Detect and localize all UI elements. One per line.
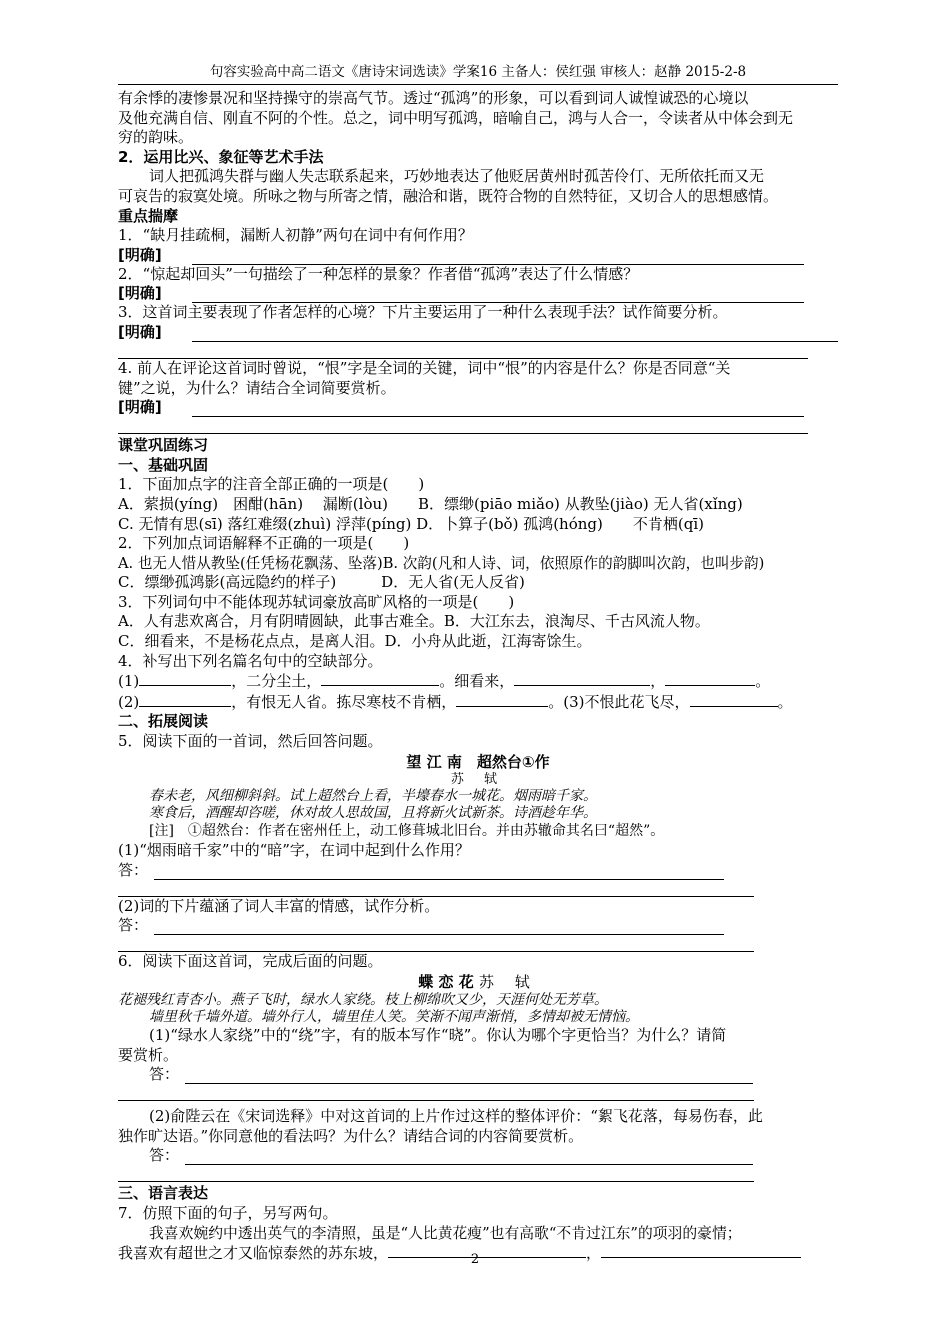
answer-row-3[interactable] — [118, 323, 838, 342]
exercise-2-options-ab: A. 也无人惜从教坠(任凭杨花飘荡、坠落)B. 次韵(凡和人诗、词，依照原作的韵脚叫次韵，也叫步韵) — [118, 554, 765, 572]
answer-line[interactable] — [118, 1165, 754, 1182]
mingque-label: [明确] — [118, 284, 162, 303]
answer-row-6-1[interactable] — [118, 1065, 838, 1084]
poem-2-line-1: 花褪残红青杏小。燕子飞时，绿水人家绕。枝上柳绵吹又少，天涯何处无芳草。 — [118, 992, 608, 1008]
exercise-6-q1-line-1: (1)“绿水人家绕”中的“绕”字，有的版本写作“晓”。你认为哪个字更恰当？为什么？请简 — [149, 1026, 727, 1044]
answer-row-5-1[interactable] — [118, 861, 838, 880]
mingque-label: [明确] — [118, 322, 162, 341]
blank[interactable] — [321, 671, 439, 686]
exercise-7: 7．仿照下面的句子，另写两句。 — [118, 1203, 338, 1222]
answer-row-2[interactable] — [118, 284, 838, 303]
exercise-1: 1．下面加点字的注音全部正确的一项是( ) — [118, 475, 425, 494]
question-1: 1．“缺月挂疏桐，漏断人初静”两句在词中有何作用？ — [118, 226, 473, 245]
fill-text: ， — [586, 1244, 602, 1263]
exercise-7-line-1: 我喜欢婉约中透出英气的李清照，虽是“人比黄花瘦”也有高歌“不肯过江东”的项羽的豪情； — [149, 1224, 742, 1242]
exercise-1-options-ab: A．萦损(yíng) 困酣(hān) 漏断(lòu) B．缥缈(piāo miǎo) 从教坠(jiào) 无人省(xǐng) — [118, 494, 743, 513]
answer-line[interactable] — [192, 250, 804, 265]
exercise-3-options-ab: A．人有悲欢离合，月有阴晴圆缺，此事古难全。B．大江东去，浪淘尽、千古风流人物。 — [118, 612, 710, 631]
answer-row-6-2[interactable] — [118, 1146, 838, 1165]
poem-2-title: 蝶 恋 花 — [418, 973, 474, 991]
poem-2-author: 苏 轼 — [478, 973, 538, 991]
question-3: 3．这首词主要表现了作者怎样的心境？下片主要运用了一种什么表现手法？试作简要分析。 — [118, 303, 728, 322]
poem-1-title: 望 江 南 超然台①作 — [406, 752, 550, 771]
part-1-title: 一、基础巩固 — [118, 455, 209, 474]
blank[interactable] — [456, 692, 548, 707]
page-header: 句容实验高中高二语文《唐诗宋词选读》学案16 主备人：侯红强 审核人：赵静 2015-2-8 — [118, 60, 838, 85]
poem-1-note: [注] ①超然台：作者在密州任上，动工修葺城北旧台。并由苏辙命其名曰“超然”。 — [149, 822, 665, 839]
answer-label: 答： — [118, 916, 149, 935]
practice-title: 课堂巩固练习 — [118, 436, 209, 455]
answer-line[interactable] — [154, 865, 724, 880]
section-2-text-2: 可哀告的寂寞处境。所咏之物与所寄之情，融洽和谐，既符合物的自然特征，又切合人的思想感情。 — [118, 186, 779, 205]
exercise-1-options-cd: C. 无情有思(sī) 落红难缀(zhuì) 浮萍(píng) D．卜算子(bǒ) 孤鸿(hóng) 不肯栖(qī) — [118, 514, 704, 533]
mingque-label: [明确] — [118, 398, 162, 417]
answer-label: 答： — [149, 1146, 180, 1165]
question-2: 2．“惊起却回头”一句描绘了一种怎样的景象？作者借“孤鸿”表达了什么情感？ — [118, 264, 639, 283]
poem-2-title-row — [118, 972, 838, 992]
question-4-line-1: 4. 前人在评论这首词时曾说，“恨”字是全词的关键，词中“恨”的内容是什么？你是否同意“关 — [118, 358, 731, 377]
page-number: 2 — [470, 1252, 480, 1267]
poem-1-author: 苏 轼 — [450, 771, 506, 787]
fill-text: ，二分尘土， — [231, 672, 322, 691]
answer-label: 答： — [149, 1065, 180, 1084]
exercise-7-text: 我喜欢有超世之才又临惊泰然的苏东坡， — [118, 1244, 389, 1263]
fill-text: ， — [650, 672, 666, 691]
answer-line[interactable] — [118, 417, 808, 434]
fill-text: 。(3)不恨此花飞尽， — [548, 692, 690, 711]
exercise-2-options-cd: C．缥缈孤鸿影(高远隐约的样子) D．无人省(无人反省) — [118, 573, 525, 592]
exercise-6-q2-line-1: (2)俞陛云在《宋词选释》中对这首词的上片作过这样的整体评价：“絮飞花落，每易伤春，此 — [149, 1107, 763, 1126]
section-2-title: 2．运用比兴、象征等艺术手法 — [118, 147, 324, 166]
exercise-6-q1-line-2: 要赏析。 — [118, 1045, 179, 1064]
intro-line-3: 穷的韵味。 — [118, 128, 194, 147]
answer-line[interactable] — [118, 342, 808, 359]
exercise-3-options-cd: C．细看来，不是杨花点点，是离人泪。D．小舟从此逝，江海寄馀生。 — [118, 632, 592, 651]
exercise-6-q2-line-2: 独作旷达语。”你同意他的看法吗？为什么？请结合词的内容简要赏析。 — [118, 1126, 584, 1145]
poem-1-line-1: 春未老，风细柳斜斜。试上超然台上看，半壕春水一城花。烟雨暗千家。 — [149, 787, 597, 804]
exercise-5: 5．阅读下面的一首词，然后回答问题。 — [118, 732, 383, 751]
answer-line[interactable] — [192, 327, 838, 342]
exercise-4: 4．补写出下列名篇名句中的空缺部分。 — [118, 651, 383, 670]
exercise-3: 3．下列词句中不能体现苏轼词豪放高旷风格的一项是( ) — [118, 592, 515, 611]
fill-text: 。 — [755, 672, 771, 691]
answer-line[interactable] — [118, 1084, 754, 1101]
exercise-4-line-1 — [118, 671, 838, 692]
answer-row-5-2[interactable] — [118, 916, 838, 935]
exercise-5-q2: (2)词的下片蕴涵了词人丰富的情感，试作分析。 — [118, 896, 440, 915]
part-3-title: 三、语言表达 — [118, 1184, 209, 1203]
poem-2-line-2: 墙里秋千墙外道。墙外行人，墙里佳人笑。笑渐不闻声渐悄，多情却被无情恼。 — [149, 1009, 639, 1025]
answer-row-1[interactable] — [118, 246, 838, 265]
fill-text: 。 — [777, 692, 793, 711]
exercise-4-line-2 — [118, 692, 838, 713]
answer-line[interactable] — [185, 1069, 753, 1084]
fill-text: ，有恨无人省。拣尽寒枝不肯栖， — [231, 692, 457, 711]
intro-line-1: 有余悸的凄惨景况和坚持操守的崇高气节。透过“孤鸿”的形象，可以看到词人诚惶诚恐的心境以 — [118, 89, 749, 107]
answer-line[interactable] — [118, 935, 754, 952]
blank[interactable] — [690, 692, 778, 707]
question-4-line-2: 键”之说，为什么？请结合全词简要赏析。 — [118, 378, 396, 397]
intro-line-2: 及他充满自信、刚直不阿的个性。总之，词中明写孤鸿，暗喻自己，鸿与人合一，令读者从中体会到无 — [118, 108, 794, 127]
blank[interactable] — [665, 671, 755, 686]
answer-line[interactable] — [185, 1150, 753, 1165]
fill-label: (2) — [118, 692, 140, 711]
answer-line[interactable] — [192, 288, 804, 303]
answer-row-4[interactable] — [118, 398, 838, 417]
section-2-text-1: 词人把孤鸿失群与幽人失志联系起来，巧妙地表达了他贬居黄州时孤苦伶仃、无所依托而又无 — [149, 167, 765, 186]
exercise-2: 2．下列加点词语解释不正确的一项是( ) — [118, 534, 410, 553]
blank[interactable] — [139, 692, 231, 707]
exercise-5-q1: (1)“烟雨暗千家”中的“暗”字，在词中起到什么作用？ — [118, 841, 470, 860]
fill-text: 。细看来， — [439, 672, 515, 691]
fill-label: (1) — [118, 672, 140, 691]
mingque-label: [明确] — [118, 245, 162, 264]
answer-label: 答： — [118, 860, 149, 879]
focus-title: 重点揣摩 — [118, 206, 179, 225]
document-page — [118, 60, 838, 1264]
blank[interactable] — [514, 671, 650, 686]
answer-line[interactable] — [118, 880, 754, 897]
part-2-title: 二、拓展阅读 — [118, 712, 209, 731]
blank[interactable] — [139, 671, 231, 686]
poem-1-line-2: 寒食后，酒醒却咨嗟，休对故人思故国，且将新火试新茶。诗酒趁年华。 — [149, 804, 597, 821]
answer-line[interactable] — [192, 402, 804, 417]
answer-line[interactable] — [154, 920, 724, 935]
exercise-6: 6．阅读下面这首词，完成后面的问题。 — [118, 952, 383, 971]
